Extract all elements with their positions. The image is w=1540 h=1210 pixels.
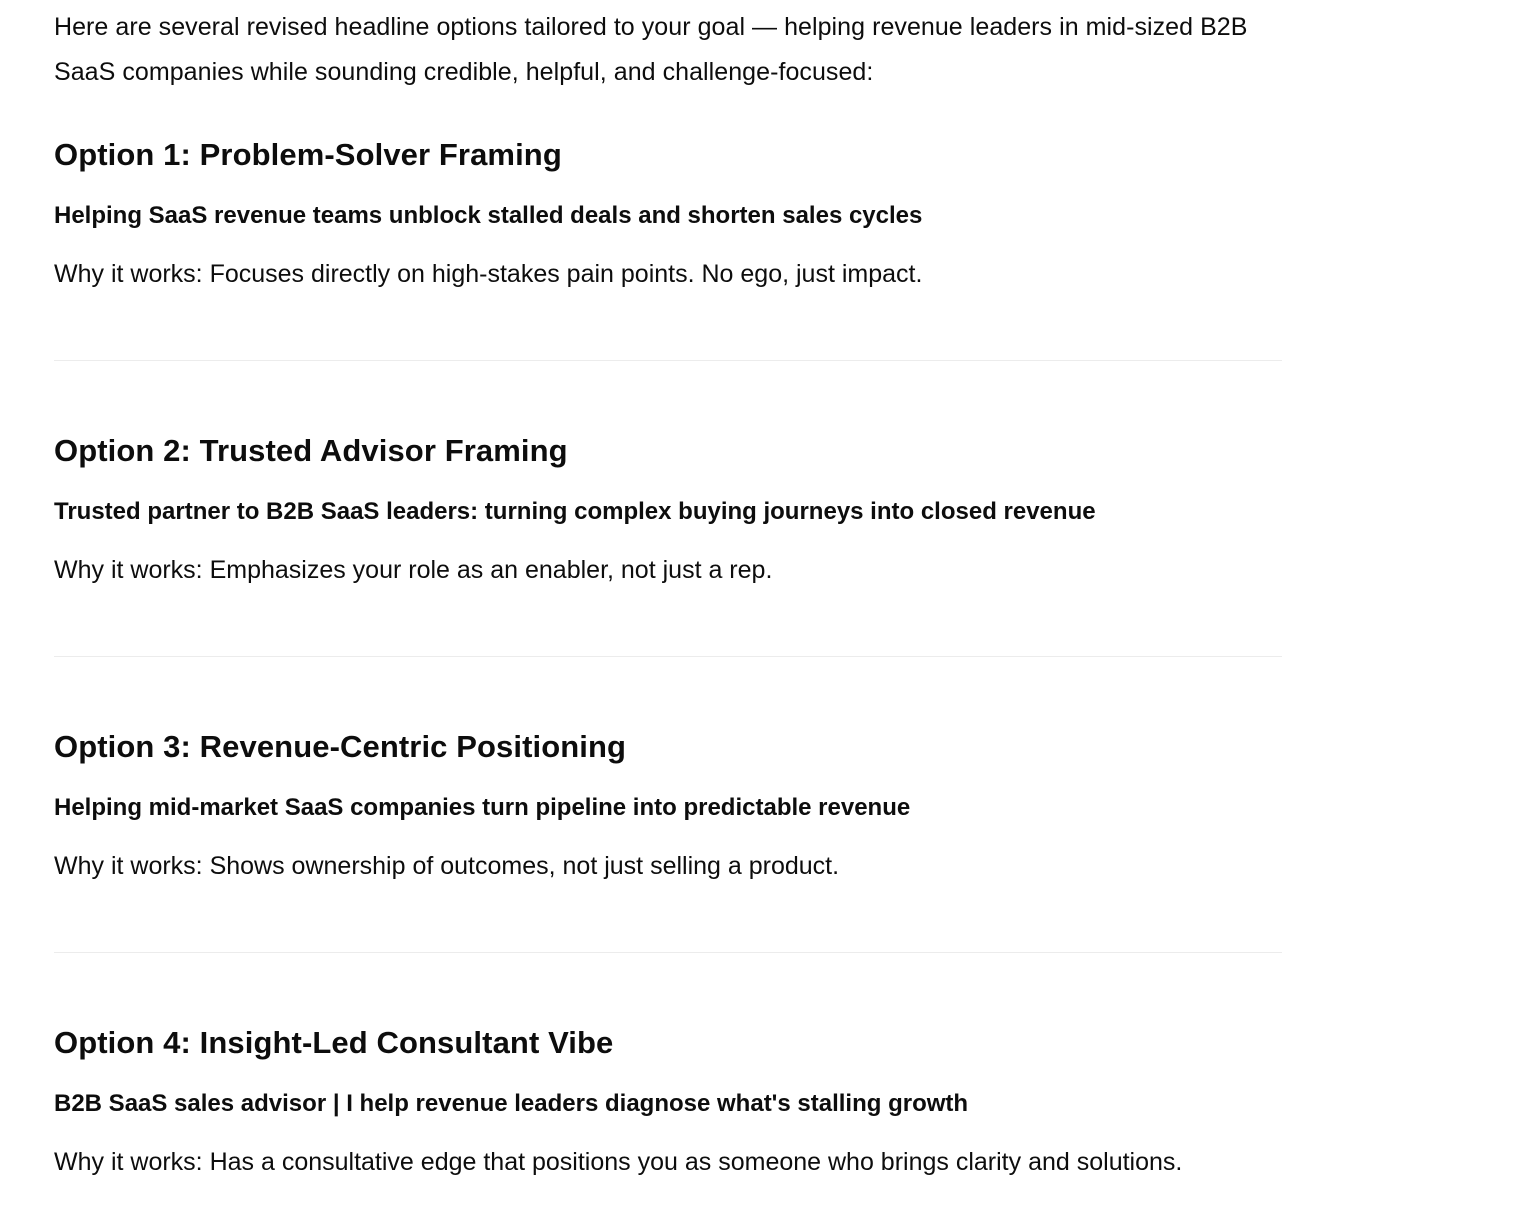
section-divider (54, 952, 1282, 953)
option-section-4 (54, 1023, 1282, 1179)
option-why: Why it works: Focuses directly on high-stakes pain points. No ego, just impact. (54, 260, 923, 288)
option-title: Option 4: Insight-Led Consultant Vibe (54, 1025, 614, 1060)
option-why: Why it works: Emphasizes your role as an enabler, not just a rep. (54, 556, 773, 584)
option-section-2 (54, 431, 1282, 587)
option-title: Option 1: Problem-Solver Framing (54, 137, 562, 172)
option-headline: Helping mid-market SaaS companies turn pipeline into predictable revenue (54, 794, 911, 821)
option-section-3 (54, 727, 1282, 883)
option-headline: Helping SaaS revenue teams unblock stalled deals and shorten sales cycles (54, 202, 923, 229)
option-why: Why it works: Has a consultative edge that positions you as someone who brings clarity and solutions. (54, 1148, 1183, 1176)
option-title: Option 2: Trusted Advisor Framing (54, 433, 568, 468)
option-headline: Trusted partner to B2B SaaS leaders: turning complex buying journeys into closed revenue (54, 498, 1096, 525)
option-headline: B2B SaaS sales advisor | I help revenue leaders diagnose what's stalling growth (54, 1090, 969, 1117)
response-content (54, 0, 1282, 1179)
option-section-1 (54, 135, 1282, 291)
option-title: Option 3: Revenue-Centric Positioning (54, 729, 627, 764)
option-why: Why it works: Shows ownership of outcomes, not just selling a product. (54, 852, 840, 880)
section-divider (54, 360, 1282, 361)
intro-paragraph: Here are several revised headline options tailored to your goal — helping revenue leaders in mid-sized B2B SaaS companies while sounding credible, helpful, and challenge-focused: (54, 13, 1248, 86)
section-divider (54, 656, 1282, 657)
